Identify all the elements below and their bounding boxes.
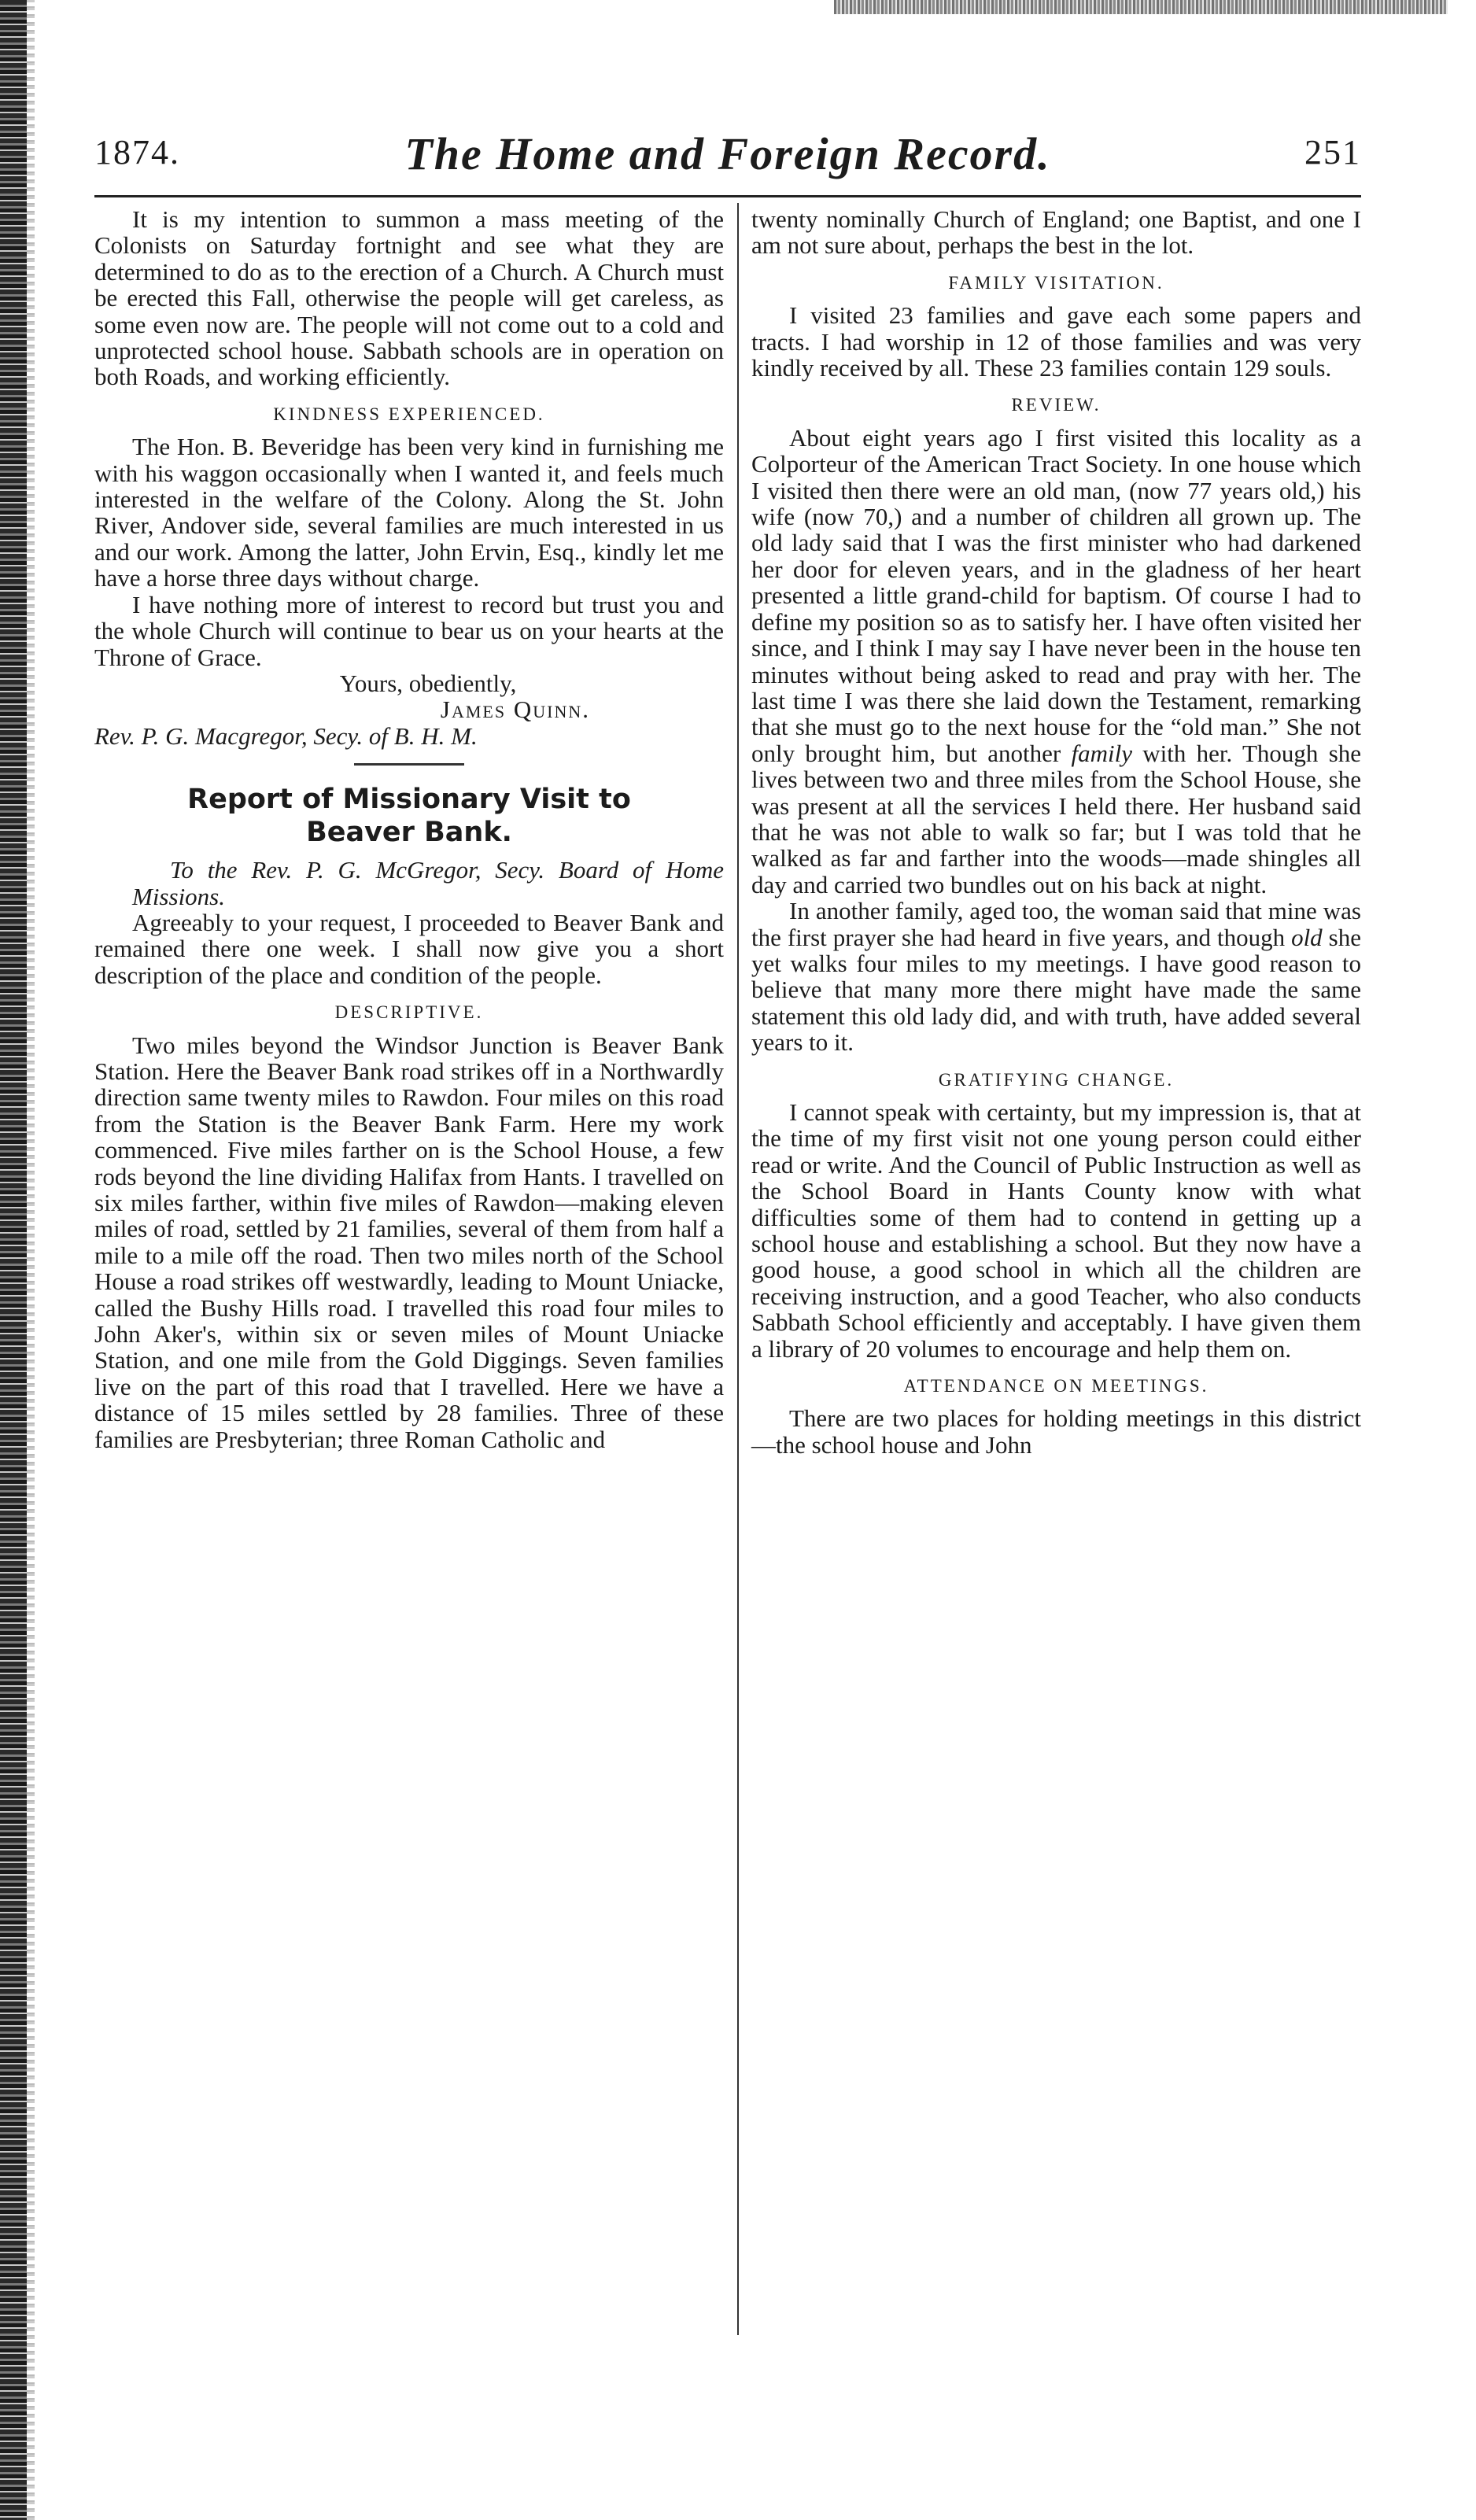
continuation-paragraph: twenty nominally Church of England; one Baptist, and one I am not sure about, perhaps the best in the lot.	[751, 205, 1361, 260]
descriptive-heading: DESCRIPTIVE.	[334, 1002, 484, 1023]
review-paragraph-2	[751, 898, 1361, 1055]
kindness-paragraph: The Hon. B. Beveridge has been very kind in furnishing me with his waggon occasionally when I wanted it, and feels much interested in the welfare of the Colony. Along the St. John River, Andover side, several families are much interested in us and our work. Among the latter, John Ervin, Esq., kindly let me have a horse three days without charge.	[94, 433, 724, 592]
signoff: Yours, obediently,	[339, 669, 517, 697]
scan-binding-edge	[0, 0, 27, 2520]
intro-paragraph: It is my intention to summon a mass meeting of the Colonists on Saturday fortnight and see what they are determined to do as to the erection of a Church. A Church must be erected this Fall, otherwise the people will get careless, as some even now are. The people will not come out to a cold and unprotected school house. Sabbath schools are in operation on both Roads, and working efficiently.	[94, 205, 724, 391]
review-p1-italic-family: family	[1071, 739, 1132, 767]
review-paragraph-1	[751, 425, 1361, 898]
gratifying-change-heading: GRATIFYING CHANGE.	[938, 1069, 1175, 1090]
review-p2-text-b: she yet walks four miles to my meetings. I have good reason to believe that many more there might have made the same statement this old lady did, and with truth, have added several years to it.	[751, 923, 1361, 1057]
review-p1-text-b: with her. Though she lives between two and three miles from the School House, she was present at all the services I held there. Her husband said that he was not able to walk so far; but I was told that he walked as far and farther into the woods—made shingles all day and carried two bundles out on his back at night.	[751, 739, 1362, 898]
report-intro-paragraph: Agreeably to your request, I proceeded to Beaver Bank and remained there one week. I shall now give you a short description of the place and condition of the people.	[94, 908, 724, 989]
column-divider	[737, 203, 739, 2335]
family-visitation-heading: FAMILY VISITATION.	[948, 272, 1164, 293]
right-column	[751, 206, 1361, 1458]
header-year: 1874.	[94, 133, 180, 172]
report-title	[94, 783, 724, 849]
signature: James Quinn.	[440, 695, 590, 724]
review-p2-italic-old: old	[1291, 923, 1323, 951]
review-heading: REVIEW.	[1011, 395, 1101, 415]
scan-binding-edge-shadow	[27, 0, 35, 2520]
recipient-line: Rev. P. G. Macgregor, Secy. of B. H. M.	[94, 721, 478, 750]
descriptive-paragraph: Two miles beyond the Windsor Junction is Beaver Bank Station. Here the Beaver Bank road strikes off in a Northwardly direction same twenty miles to Rawdon. Four miles on this road from the Station is the Beaver Bank Farm. Here my work commenced. Five miles farther on is the School House, a few rods beyond the line dividing Halifax from Hants. I travelled on six miles farther, within five miles of Rawdon—making eleven miles of road, settled by 21 families, several of them from half a mile to a mile off the road. Then two miles north of the School House a road strikes off westwardly, leading to Mount Uniacke, called the Bushy Hills road. I travelled this road four miles to John Aker's, within six or seven miles of Mount Uniacke Station, and one mile from the Gold Diggings. Seven families live on the part of this road that I travelled. Here we have a distance of 15 miles settled by 28 families. Three of these families are Presbyterian; three Roman Catholic and	[94, 1031, 724, 1453]
header-rule	[94, 195, 1361, 197]
page-header	[94, 128, 1361, 195]
report-title-line1: Report of Missionary Visit to	[187, 784, 631, 816]
gratifying-change-paragraph: I cannot speak with certainty, but my impression is, that at the time of my first visit not one young person could either read or write. And the Council of Public Instruction as well as the School Board in Hants County know with what difficulties some of them had to contend in getting up a school house and establishing a school. But they now have a good house, a good school in which all the children are receiving instruction, and a good Teacher, who also conducts Sabbath School efficiently and acceptably. I have given them a library of 20 volumes to encourage and help them on.	[751, 1098, 1361, 1363]
kindness-heading: KINDNESS EXPERIENCED.	[273, 404, 545, 424]
attendance-heading: ATTENDANCE ON MEETINGS.	[903, 1376, 1209, 1397]
review-p1-text-a: About eight years ago I first visited this locality as a Colporteur of the American Tract Society. In one house which I visited then there were an old man, (now 77 years old,) his wife (now 70,) and a number of children all grown up. The old lady said that I was the first minister who had darkened her door for eleven years, and in the gladness of her heart presented a little grand-child for baptism. Of course I had to define my position so as to satisfy her. I have often visited her since, and I think I may say I have never been in the house ten minutes without being asked to read and pray with her. The last time I was there she laid down the Testament, remarking that she must go to the next house for the “old man.” She not only brought him, but another	[751, 423, 1361, 767]
section-divider	[354, 763, 464, 766]
scan-artifact-top	[834, 0, 1448, 14]
left-column	[94, 206, 724, 1452]
review-p2-text-a: In another family, aged too, the woman said that mine was the first prayer she had heard in five years, and though	[751, 897, 1361, 951]
header-page-number: 251	[1304, 133, 1361, 172]
family-visitation-paragraph: I visited 23 families and gave each some papers and tracts. I had worship in 12 of those families and was very kindly received by all. These 23 families contain 129 souls.	[751, 301, 1361, 382]
address-line: To the Rev. P. G. McGregor, Secy. Board of Home Missions.	[132, 856, 724, 910]
report-title-line2: Beaver Bank.	[306, 817, 512, 849]
attendance-paragraph: There are two places for holding meetings in this district—the school house and John	[751, 1404, 1361, 1459]
closing-paragraph: I have nothing more of interest to record but trust you and the whole Church will continue to bear us on your hearts at the Throne of Grace.	[94, 590, 724, 671]
header-title: The Home and Foreign Record.	[404, 128, 1051, 179]
